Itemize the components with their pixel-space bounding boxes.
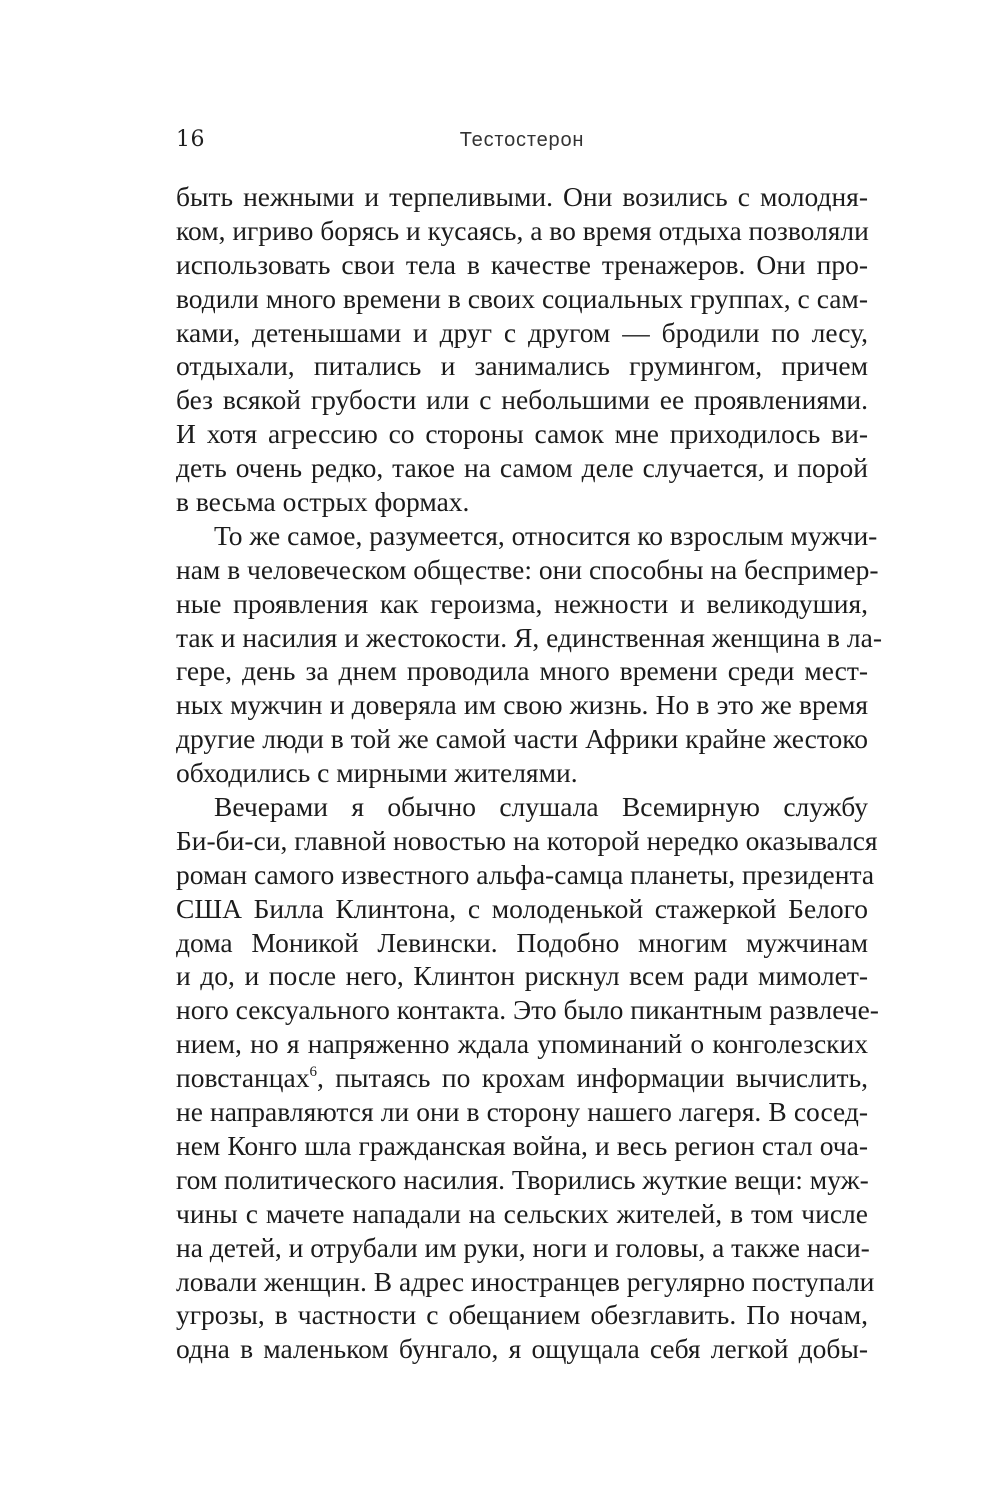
footnote-line-head: повстанцах (176, 1062, 310, 1094)
text-line: водили много времени в своих социальных группах, с сам- (176, 282, 868, 314)
text-line: угрозы, в частности с обещанием обезглавить. По ночам, (176, 1299, 868, 1331)
text-line: одна в маленьком бунгало, я ощущала себя легкой добы- (176, 1333, 868, 1365)
page-number: 16 (176, 127, 205, 152)
text-line: отдыхали, питались и занимались грумингом, причем (176, 350, 868, 382)
text-line: ных мужчин и доверяла им свою жизнь. Но в это же время (176, 689, 868, 721)
text-line: так и насилия и жестокости. Я, единственная женщина в ла- (176, 621, 882, 653)
running-title: Тестостерон (459, 129, 585, 151)
text-line: быть нежными и терпеливыми. Они возились с молодня- (176, 181, 868, 212)
running-head (176, 122, 868, 158)
text-line: США Билла Клинтона, с молоденькой стажеркой Белого (176, 892, 868, 924)
text-line: гере, день за днем проводила много времени среди мест- (176, 655, 868, 687)
text-line: Вечерами я обычно слушала Всемирную службу (214, 791, 868, 823)
text-line: без всякой грубости или с небольшими ее проявлениями. (176, 384, 868, 416)
body-text (176, 180, 882, 1366)
footnote-line-tail: , пытаясь по крохам информации вычислить, (316, 1062, 868, 1094)
text-line: на детей, и отрубали им руки, ноги и головы, а также наси- (176, 1231, 870, 1263)
paragraph-3 (176, 790, 879, 1366)
text-line: И хотя агрессию со стороны самок мне приходилось ви- (176, 418, 868, 450)
text-line: и до, и после него, Клинтон рискнул всем ради мимолет- (176, 960, 868, 992)
text-line: ками, детенышами и друг с другом — бродили по лесу, (176, 316, 868, 348)
text-line: другие люди в той же самой части Африки крайне жестоко (176, 723, 868, 755)
text-line: в весьма острых формах. (176, 486, 470, 518)
text-line: использовать свои тела в качестве тренажеров. Они про- (176, 248, 868, 280)
footnote-reference[interactable]: 6 (309, 1064, 317, 1081)
text-line: ком, игриво борясь и кусаясь, а во время отдыха позволяли (176, 214, 869, 246)
text-line: ного сексуального контакта. Это было пикантным развлече- (176, 994, 879, 1026)
text-line: Би-би-си, главной новостью на которой нередко оказывался (176, 824, 878, 856)
text-line: деть очень редко, такое на самом деле случается, и порой (176, 452, 868, 484)
text-line: нем Конго шла гражданская война, и весь регион стал оча- (176, 1129, 868, 1161)
text-line: То же самое, разумеется, относится ко взрослым мужчи- (214, 519, 878, 551)
text-line: чины с мачете нападали на сельских жителей, в том числе (176, 1197, 868, 1229)
text-line: ные проявления как героизма, нежности и великодушия, (176, 587, 868, 619)
paragraph-1 (176, 180, 868, 519)
text-line: нием, но я напряженно ждала упоминаний о конголезских (176, 1028, 868, 1060)
paragraph-2 (176, 519, 882, 790)
text-line: дома Моникой Левински. Подобно многим мужчинам (176, 926, 868, 958)
text-line-with-footnote (176, 1061, 868, 1095)
text-line: роман самого известного альфа-самца планеты, президента (176, 858, 875, 890)
text-line: ловали женщин. В адрес иностранцев регулярно поступали (176, 1265, 875, 1297)
text-line: нам в человеческом обществе: они способны на беспример- (176, 553, 879, 585)
text-line: не направляются ли они в сторону нашего лагеря. В сосед- (176, 1096, 868, 1128)
text-line: гом политического насилия. Творились жуткие вещи: муж- (176, 1163, 869, 1195)
text-line: обходились с мирными жителями. (176, 757, 578, 789)
